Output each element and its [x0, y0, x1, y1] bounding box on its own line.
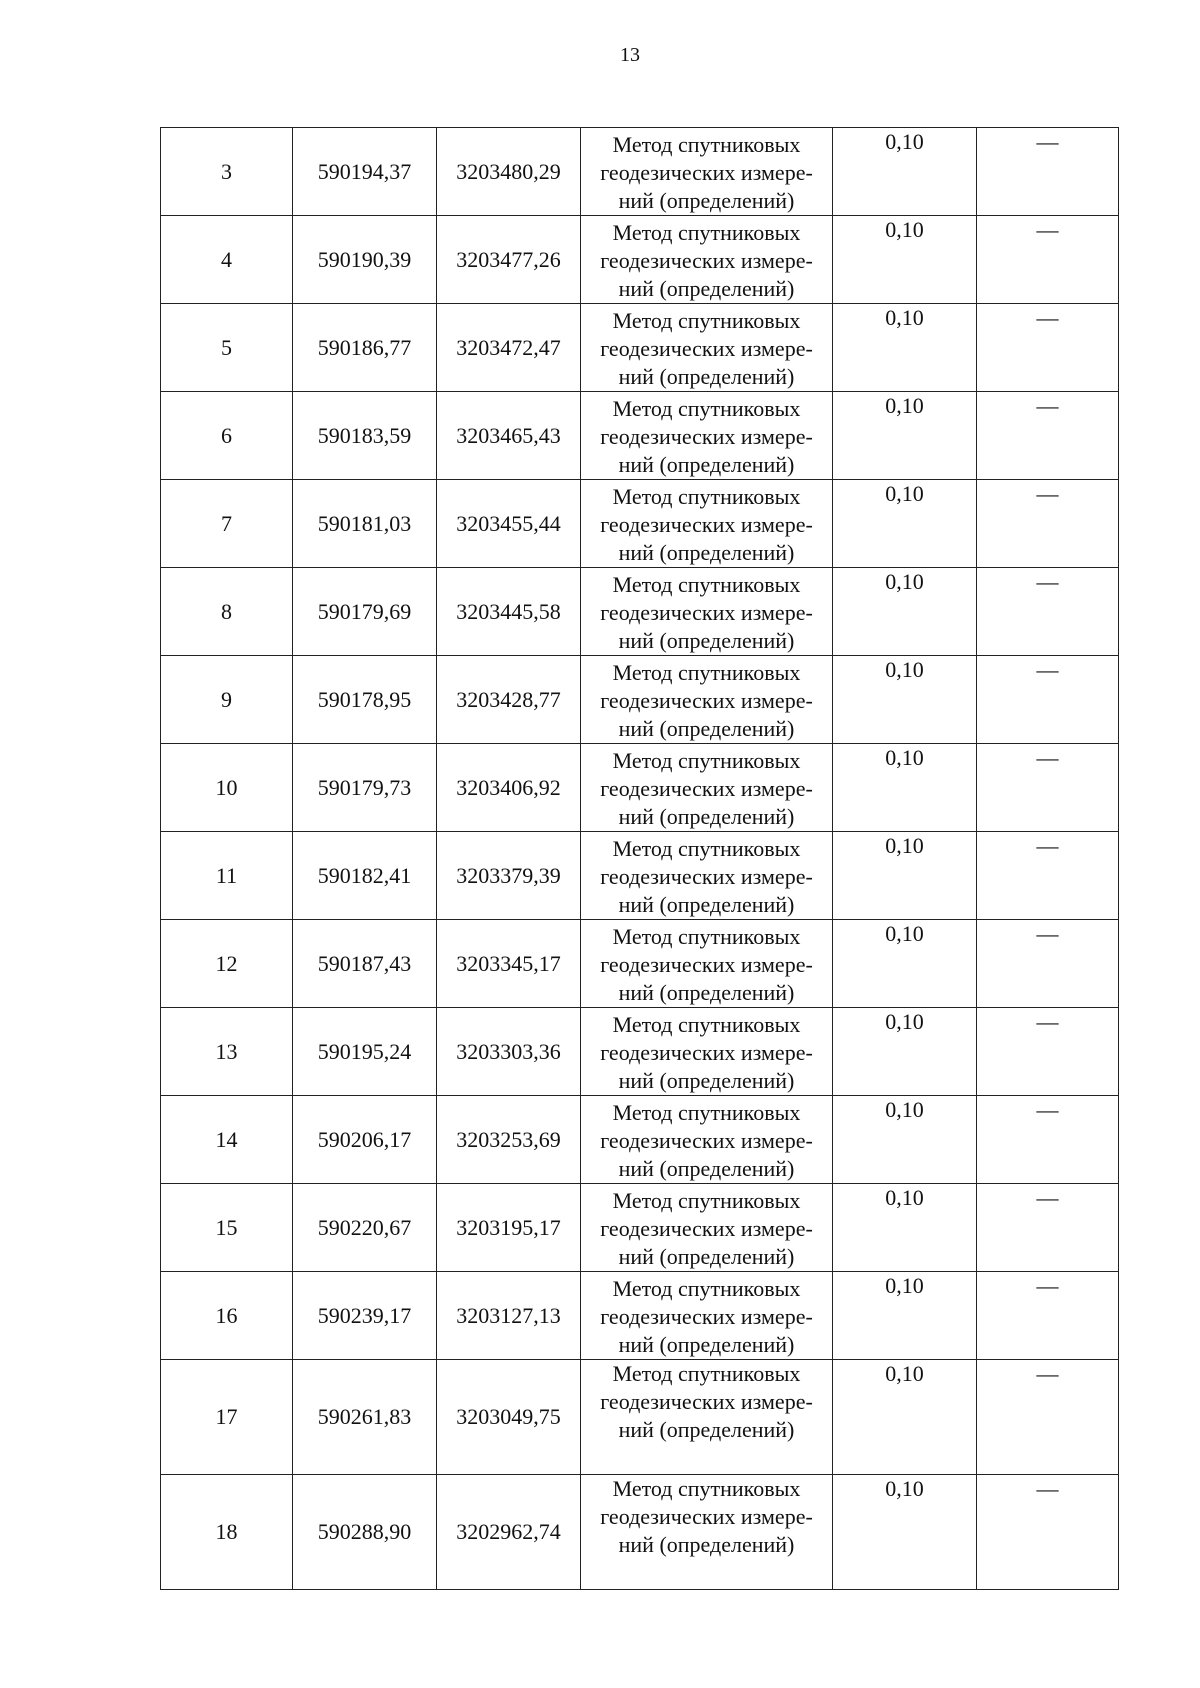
method-line: геодезических измере-: [600, 864, 813, 889]
y-coordinate-cell: 3202962,74: [437, 1475, 581, 1590]
note-dash: —: [1036, 481, 1059, 506]
method-line: геодезических измере-: [600, 1504, 813, 1529]
page-number: 13: [620, 44, 640, 66]
point-number-cell: 9: [161, 656, 293, 744]
method-line: Метод спутниковых: [612, 660, 801, 685]
point-number-cell: 12: [161, 920, 293, 1008]
method-cell: [581, 656, 833, 744]
method-cell: [581, 304, 833, 392]
note-cell: [977, 1096, 1119, 1184]
note-cell: [977, 1475, 1119, 1590]
method-cell: [581, 832, 833, 920]
note-cell: [977, 128, 1119, 216]
method-line: геодезических измере-: [600, 512, 813, 537]
method-line: Метод спутниковых: [612, 132, 801, 157]
method-line: ний (определений): [618, 452, 795, 477]
method-cell: [581, 128, 833, 216]
method-line: Метод спутниковых: [612, 484, 801, 509]
point-number-cell: 14: [161, 1096, 293, 1184]
accuracy-cell: 0,10: [833, 1184, 977, 1272]
accuracy-cell: 0,10: [833, 304, 977, 392]
note-dash: —: [1036, 1476, 1059, 1501]
method-line: Метод спутниковых: [612, 1188, 801, 1213]
note-cell: [977, 744, 1119, 832]
method-line: ний (определений): [618, 1417, 795, 1442]
note-dash: —: [1036, 833, 1059, 858]
note-cell: [977, 1360, 1119, 1475]
x-coordinate-cell: 590179,69: [293, 568, 437, 656]
method-cell: [581, 1360, 833, 1475]
table-row: [161, 1096, 1119, 1184]
point-number-cell: 13: [161, 1008, 293, 1096]
x-coordinate-cell: 590187,43: [293, 920, 437, 1008]
table-row: [161, 1184, 1119, 1272]
method-line: геодезических измере-: [600, 1304, 813, 1329]
accuracy-cell: 0,10: [833, 392, 977, 480]
method-line: геодезических измере-: [600, 688, 813, 713]
note-cell: [977, 1272, 1119, 1360]
method-line: ний (определений): [618, 1068, 795, 1093]
method-line: геодезических измере-: [600, 424, 813, 449]
method-line: Метод спутниковых: [612, 220, 801, 245]
y-coordinate-cell: 3203445,58: [437, 568, 581, 656]
method-cell: [581, 744, 833, 832]
method-line: геодезических измере-: [600, 600, 813, 625]
method-line: Метод спутниковых: [612, 308, 801, 333]
accuracy-cell: 0,10: [833, 480, 977, 568]
note-cell: [977, 216, 1119, 304]
point-number-cell: 3: [161, 128, 293, 216]
note-dash: —: [1036, 745, 1059, 770]
method-line: ний (определений): [618, 1332, 795, 1357]
table-row: [161, 304, 1119, 392]
method-line: геодезических измере-: [600, 248, 813, 273]
method-line: ний (определений): [618, 980, 795, 1005]
method-cell: [581, 1475, 833, 1590]
table-row: [161, 744, 1119, 832]
note-dash: —: [1036, 1009, 1059, 1034]
table-row: [161, 656, 1119, 744]
method-line: ний (определений): [618, 364, 795, 389]
table-row: [161, 480, 1119, 568]
point-number-cell: 6: [161, 392, 293, 480]
y-coordinate-cell: 3203455,44: [437, 480, 581, 568]
coordinates-table: [160, 127, 1119, 1590]
note-cell: [977, 1184, 1119, 1272]
method-line: ний (определений): [618, 804, 795, 829]
method-cell: [581, 216, 833, 304]
table-row: [161, 568, 1119, 656]
accuracy-cell: 0,10: [833, 832, 977, 920]
note-cell: [977, 832, 1119, 920]
note-dash: —: [1036, 1185, 1059, 1210]
accuracy-cell: 0,10: [833, 744, 977, 832]
x-coordinate-cell: 590179,73: [293, 744, 437, 832]
y-coordinate-cell: 3203379,39: [437, 832, 581, 920]
method-line: геодезических измере-: [600, 1040, 813, 1065]
accuracy-cell: 0,10: [833, 656, 977, 744]
note-cell: [977, 568, 1119, 656]
method-line: ний (определений): [618, 276, 795, 301]
accuracy-cell: 0,10: [833, 128, 977, 216]
y-coordinate-cell: 3203477,26: [437, 216, 581, 304]
method-line: Метод спутниковых: [612, 572, 801, 597]
note-cell: [977, 304, 1119, 392]
point-number-cell: 8: [161, 568, 293, 656]
method-line: Метод спутниковых: [612, 1476, 801, 1501]
table-row: [161, 1272, 1119, 1360]
point-number-cell: 7: [161, 480, 293, 568]
note-dash: —: [1036, 129, 1059, 154]
point-number-cell: 11: [161, 832, 293, 920]
y-coordinate-cell: 3203253,69: [437, 1096, 581, 1184]
point-number-cell: 5: [161, 304, 293, 392]
table-row: [161, 392, 1119, 480]
note-dash: —: [1036, 921, 1059, 946]
method-line: Метод спутниковых: [612, 396, 801, 421]
method-line: геодезических измере-: [600, 336, 813, 361]
x-coordinate-cell: 590186,77: [293, 304, 437, 392]
table-body: [161, 128, 1119, 1590]
note-cell: [977, 392, 1119, 480]
method-line: геодезических измере-: [600, 160, 813, 185]
note-cell: [977, 656, 1119, 744]
method-line: Метод спутниковых: [612, 924, 801, 949]
table-row: [161, 1360, 1119, 1475]
point-number-cell: 18: [161, 1475, 293, 1590]
accuracy-cell: 0,10: [833, 568, 977, 656]
point-number-cell: 17: [161, 1360, 293, 1475]
method-cell: [581, 1184, 833, 1272]
x-coordinate-cell: 590239,17: [293, 1272, 437, 1360]
table-row: [161, 1008, 1119, 1096]
method-cell: [581, 1008, 833, 1096]
accuracy-cell: 0,10: [833, 1475, 977, 1590]
method-line: геодезических измере-: [600, 776, 813, 801]
method-cell: [581, 1272, 833, 1360]
point-number-cell: 16: [161, 1272, 293, 1360]
x-coordinate-cell: 590183,59: [293, 392, 437, 480]
x-coordinate-cell: 590261,83: [293, 1360, 437, 1475]
note-cell: [977, 480, 1119, 568]
method-line: ний (определений): [618, 540, 795, 565]
y-coordinate-cell: 3203303,36: [437, 1008, 581, 1096]
method-line: геодезических измере-: [600, 1128, 813, 1153]
method-cell: [581, 480, 833, 568]
accuracy-cell: 0,10: [833, 1360, 977, 1475]
note-cell: [977, 920, 1119, 1008]
method-line: Метод спутниковых: [612, 748, 801, 773]
x-coordinate-cell: 590194,37: [293, 128, 437, 216]
method-line: геодезических измере-: [600, 1216, 813, 1241]
accuracy-cell: 0,10: [833, 920, 977, 1008]
method-line: ний (определений): [618, 628, 795, 653]
y-coordinate-cell: 3203472,47: [437, 304, 581, 392]
accuracy-cell: 0,10: [833, 216, 977, 304]
x-coordinate-cell: 590190,39: [293, 216, 437, 304]
point-number-cell: 10: [161, 744, 293, 832]
accuracy-cell: 0,10: [833, 1272, 977, 1360]
x-coordinate-cell: 590182,41: [293, 832, 437, 920]
method-line: Метод спутниковых: [612, 1012, 801, 1037]
note-dash: —: [1036, 217, 1059, 242]
x-coordinate-cell: 590288,90: [293, 1475, 437, 1590]
note-cell: [977, 1008, 1119, 1096]
x-coordinate-cell: 590181,03: [293, 480, 437, 568]
note-dash: —: [1036, 657, 1059, 682]
note-dash: —: [1036, 305, 1059, 330]
x-coordinate-cell: 590206,17: [293, 1096, 437, 1184]
point-number-cell: 15: [161, 1184, 293, 1272]
note-dash: —: [1036, 1273, 1059, 1298]
table-row: [161, 832, 1119, 920]
method-line: геодезических измере-: [600, 952, 813, 977]
method-line: ний (определений): [618, 1156, 795, 1181]
method-cell: [581, 1096, 833, 1184]
method-line: ний (определений): [618, 1244, 795, 1269]
method-cell: [581, 568, 833, 656]
table-row: [161, 216, 1119, 304]
accuracy-cell: 0,10: [833, 1096, 977, 1184]
method-line: ний (определений): [618, 1532, 795, 1557]
x-coordinate-cell: 590220,67: [293, 1184, 437, 1272]
y-coordinate-cell: 3203406,92: [437, 744, 581, 832]
method-line: ний (определений): [618, 716, 795, 741]
method-line: Метод спутниковых: [612, 1276, 801, 1301]
note-dash: —: [1036, 1361, 1059, 1386]
method-line: Метод спутниковых: [612, 1361, 801, 1386]
y-coordinate-cell: 3203465,43: [437, 392, 581, 480]
note-dash: —: [1036, 393, 1059, 418]
y-coordinate-cell: 3203195,17: [437, 1184, 581, 1272]
x-coordinate-cell: 590178,95: [293, 656, 437, 744]
note-dash: —: [1036, 569, 1059, 594]
table-row: [161, 1475, 1119, 1590]
y-coordinate-cell: 3203049,75: [437, 1360, 581, 1475]
method-line: Метод спутниковых: [612, 1100, 801, 1125]
y-coordinate-cell: 3203345,17: [437, 920, 581, 1008]
y-coordinate-cell: 3203127,13: [437, 1272, 581, 1360]
y-coordinate-cell: 3203428,77: [437, 656, 581, 744]
accuracy-cell: 0,10: [833, 1008, 977, 1096]
y-coordinate-cell: 3203480,29: [437, 128, 581, 216]
table-row: [161, 920, 1119, 1008]
method-cell: [581, 392, 833, 480]
method-line: ний (определений): [618, 188, 795, 213]
note-dash: —: [1036, 1097, 1059, 1122]
x-coordinate-cell: 590195,24: [293, 1008, 437, 1096]
point-number-cell: 4: [161, 216, 293, 304]
method-cell: [581, 920, 833, 1008]
table-row: [161, 128, 1119, 216]
method-line: ний (определений): [618, 892, 795, 917]
method-line: Метод спутниковых: [612, 836, 801, 861]
method-line: геодезических измере-: [600, 1389, 813, 1414]
